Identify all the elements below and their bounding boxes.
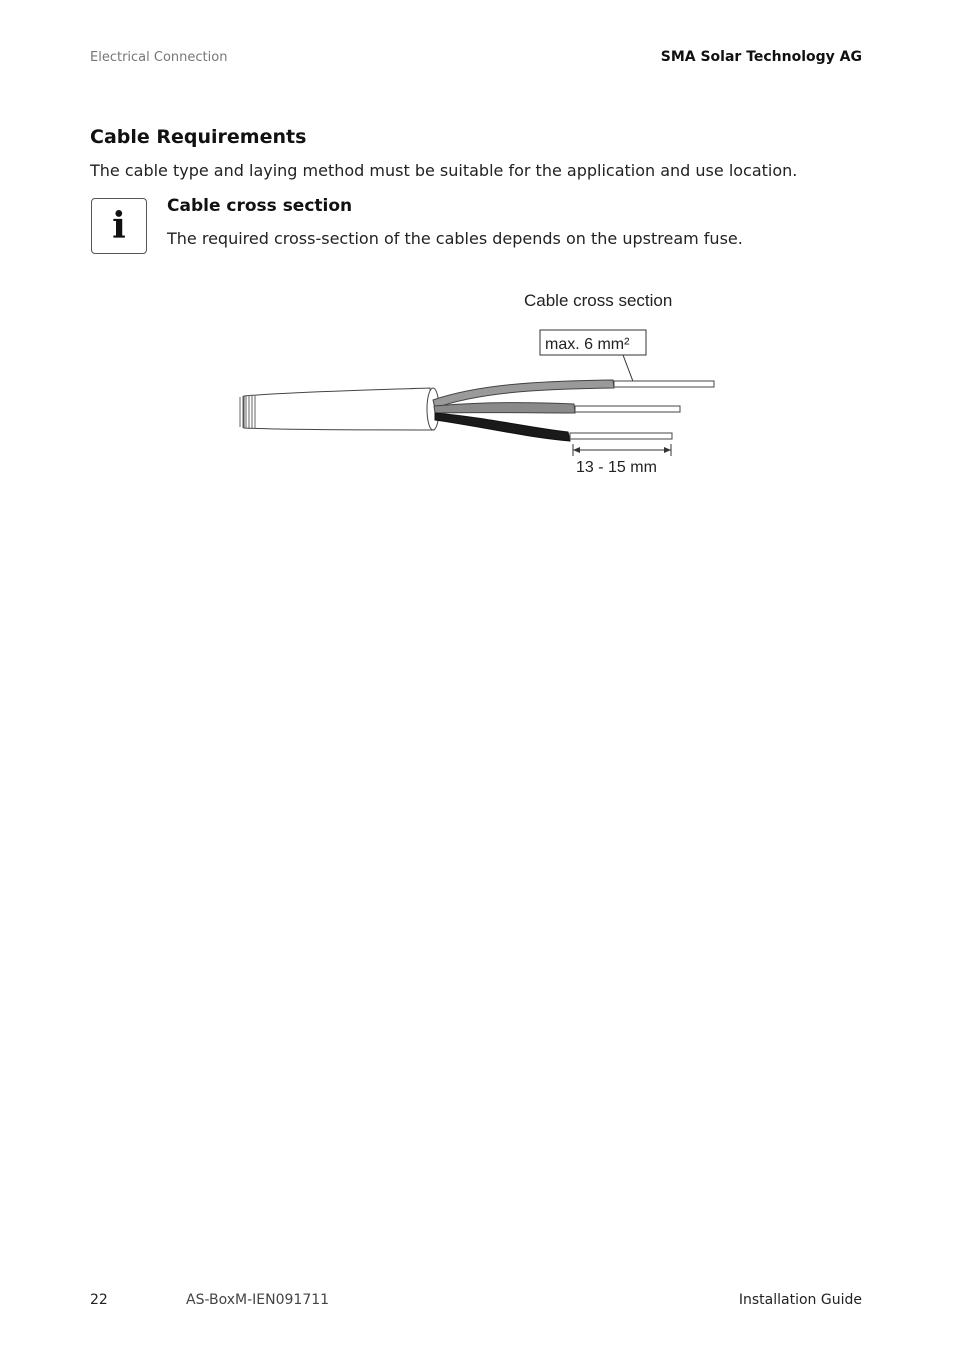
strip-length-label: 13 - 15 mm: [576, 459, 657, 476]
wire-bottom: [435, 413, 672, 441]
cable-jacket: [240, 388, 439, 430]
max-size-label: max. 6 mm²: [545, 336, 630, 353]
page-number: 22: [90, 1292, 108, 1308]
note-title: Cable cross section: [167, 196, 353, 216]
header-company-name: SMA Solar Technology AG: [660, 49, 862, 65]
max-size-leader: [623, 355, 634, 384]
document-type: Installation Guide: [738, 1292, 862, 1308]
strip-length-dimension: [573, 444, 671, 456]
wire-middle: [434, 403, 680, 413]
document-id: AS-BoxM-IEN091711: [186, 1292, 330, 1308]
header-section-name: Electrical Connection: [90, 50, 228, 65]
cable-illustration: [230, 280, 730, 480]
figure-caption: Cable cross section: [524, 291, 673, 310]
info-icon-glyph: i: [112, 205, 126, 247]
section-title: Cable Requirements: [90, 126, 307, 148]
info-icon: [91, 198, 147, 254]
note-text: The required cross-section of the cables depends on the upstream fuse.: [167, 229, 743, 248]
body-paragraph: The cable type and laying method must be suitable for the application and use location.: [90, 161, 798, 180]
